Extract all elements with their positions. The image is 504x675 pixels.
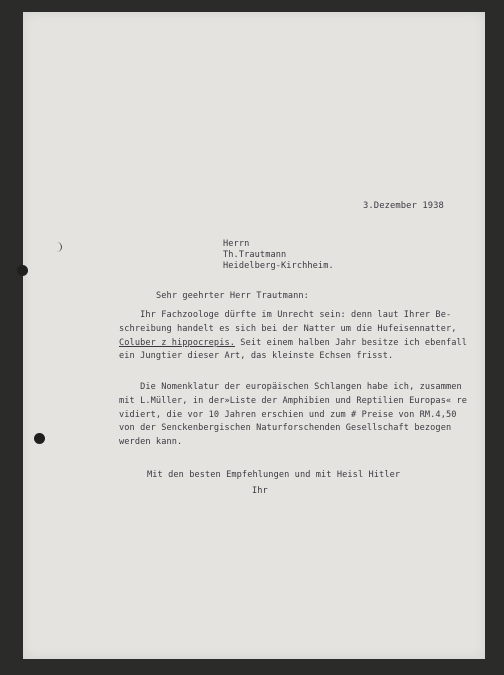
pencil-mark — [53, 242, 62, 252]
punch-hole — [34, 433, 45, 444]
paragraph-line: mit L.Müller, in der»Liste der Amphibien und Reptilien Europas« re — [119, 395, 468, 406]
closing-line: Mit den besten Empfehlungen und mit Heisl Hitler — [147, 470, 401, 480]
punch-hole — [17, 265, 28, 276]
paragraph-line: werden kann. — [119, 437, 183, 448]
paragraph-2 — [119, 381, 467, 450]
letter-date: 3.Dezember 1938 — [363, 201, 444, 211]
paragraph-line: schreibung handelt es sich bei der Natter um die Hufeisennatter, — [119, 323, 457, 334]
recipient-line: Herrn — [223, 239, 250, 249]
paragraph-line: von der Senckenbergischen Naturforschenden Gesellschaft bezogen — [119, 423, 452, 434]
recipient-address — [223, 239, 334, 272]
line-text: Seit einem halben Jahr besitze ich ebenfall — [235, 337, 468, 348]
salutation: Sehr geehrter Herr Trautmann: — [156, 291, 309, 301]
recipient-line: Th.Trautmann — [223, 250, 287, 260]
paragraph-1 — [119, 309, 467, 364]
letter-page — [23, 12, 485, 659]
paragraph-line: Ihr Fachzoologe dürfte im Unrecht sein: denn laut Ihrer Be- — [119, 310, 452, 320]
paragraph-line — [119, 337, 467, 351]
species-name: Coluber z hippocrepis. — [119, 337, 236, 348]
paragraph-line: vidiert, die vor 10 Jahren erschien und zum # Preise von RM.4,50 — [119, 409, 457, 420]
paragraph-line: Die Nomenklatur der europäischen Schlangen habe ich, zusammen — [119, 382, 462, 392]
recipient-line: Heidelberg-Kirchheim. — [223, 261, 334, 271]
signature-line: Ihr — [252, 486, 268, 496]
paragraph-line: ein Jungtier dieser Art, das kleinste Echsen frisst. — [119, 351, 394, 362]
